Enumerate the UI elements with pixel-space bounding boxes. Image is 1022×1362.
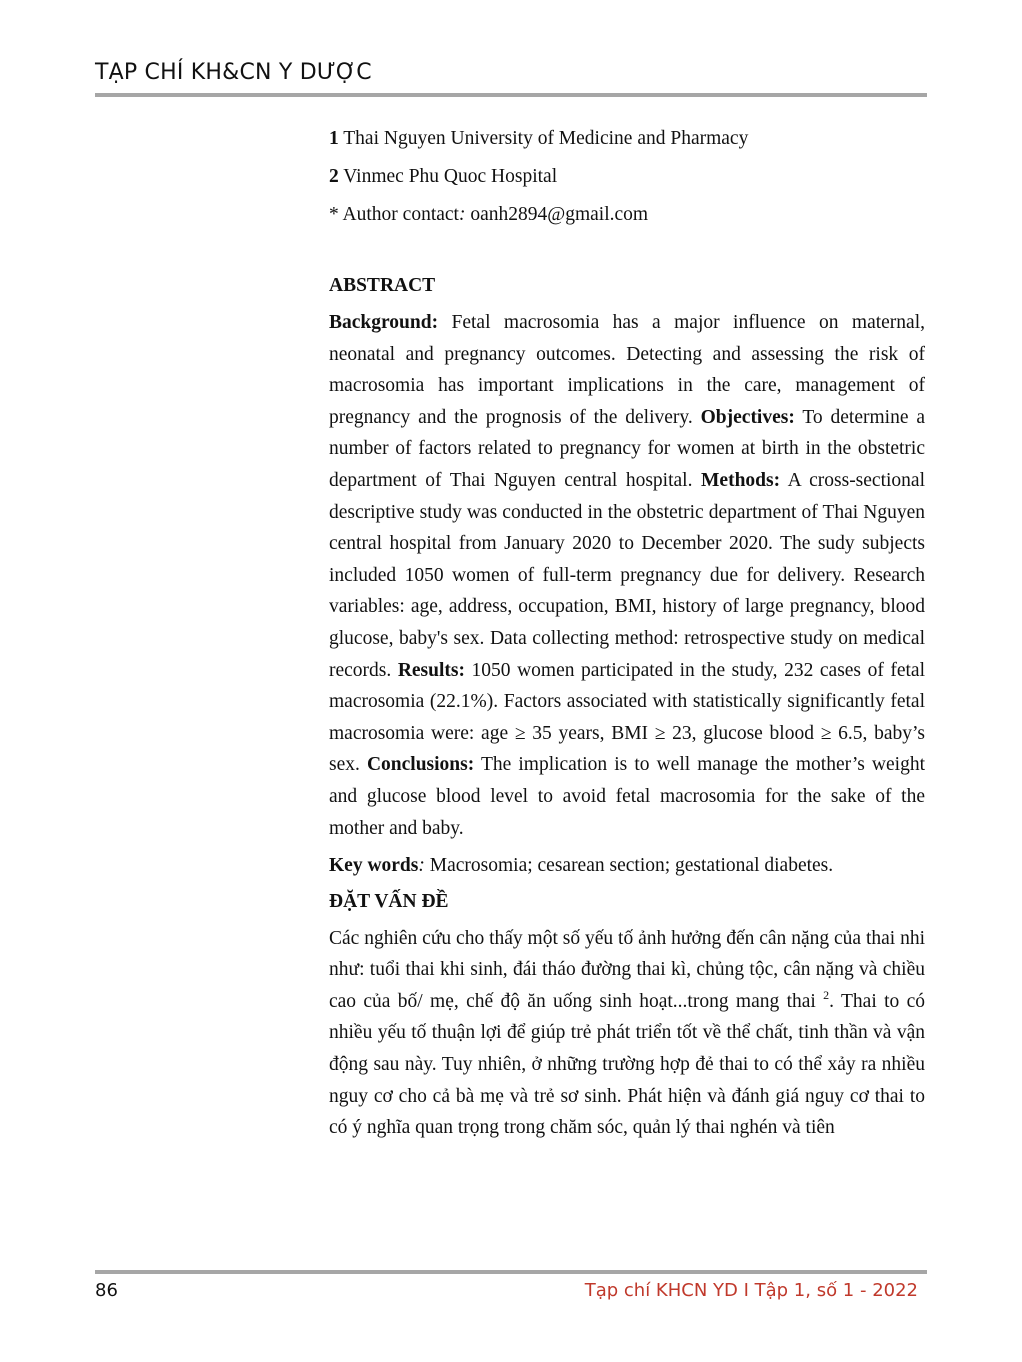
results-text: 1050 women participated in the study, 232 cases of fetal macrosomia (22.1%). Factors associated with statistically significantly fetal macrosomia were: age ≥ 35 years, BMI ≥ 23, glucose blood ≥ 6.5, baby’s sex. xyxy=(329,659,925,776)
section-paragraph xyxy=(329,923,925,1144)
section-text-after-ref: . Thai to có nhiều yếu tố thuận lợi để giúp trẻ phát triển tốt về thể chất, tinh thần và vận động sau này. Tuy nhiên, ở những trường hợp đẻ thai to có thể xảy ra nhiều nguy cơ cho cả bà mẹ và trẻ sơ sinh. Phát hiện và đánh giá nguy cơ thai to có ý nghĩa quan trọng trong chăm sóc, quản lý thai nghén và tiên xyxy=(329,990,925,1139)
keywords-line xyxy=(329,850,925,882)
contact-label: * Author contact xyxy=(329,204,459,225)
reference-superscript: 2 xyxy=(823,987,830,1002)
keywords-label: Key words xyxy=(329,855,419,877)
journal-header-title: TẠP CHÍ KH&CN Y DƯỢC xyxy=(95,60,372,85)
methods-label: Methods: xyxy=(701,469,781,491)
affiliation-number: 1 xyxy=(329,128,339,149)
background-text: Fetal macrosomia has a major influence on maternal, neonatal and pregnancy outcomes. Detecting and assessing the risk of macrosomia has important implications in the care, management of pregnancy and the prognosis of the delivery. xyxy=(329,312,925,428)
abstract-paragraph xyxy=(329,307,925,844)
header-divider xyxy=(95,93,927,97)
affiliations-block xyxy=(329,120,925,234)
page-number: 86 xyxy=(95,1280,118,1301)
conclusions-label: Conclusions: xyxy=(366,754,475,776)
keywords-colon: : xyxy=(418,855,425,877)
footer-journal-info: Tạp chí KHCN YD I Tập 1, số 1 - 2022 xyxy=(584,1280,918,1301)
affiliation-2 xyxy=(329,158,925,196)
affiliation-text: Thai Nguyen University of Medicine and Pharmacy xyxy=(338,128,749,149)
contact-colon: : xyxy=(458,204,466,225)
methods-text: A cross-sectional descriptive study was conducted in the obstetric department of Thai Nguyen central hospital from January 2020 to December 2020. The sudy subjects included 1050 women of full-term pregnancy due for delivery. Research variables: age, address, occupation, BMI, history of large pregnancy, blood glucose, baby's sex. Data collecting method: retrospective study on medical records. xyxy=(329,469,925,681)
keywords-text: Macrosomia; cesarean section; gestational diabetes. xyxy=(424,855,834,877)
objectives-label: Objectives: xyxy=(700,406,795,428)
background-label: Background: xyxy=(329,312,439,333)
abstract-section xyxy=(329,270,925,1144)
conclusions-text: The implication is to well manage the mother’s weight and glucose blood level to avoid fetal macrosomia for the sake of the mother and baby. xyxy=(329,754,925,839)
section-heading: ĐẶT VẤN ĐỀ xyxy=(329,890,449,912)
section-text-before-ref: Các nghiên cứu cho thấy một số yếu tố ảnh hưởng đến cân nặng của thai nhi như: tuổi thai khi sinh, đái tháo đường thai kì, chủng tộc, cân nặng và chiều cao của bố/ mẹ, chế độ ăn uống sinh hoạt...trong mang thai xyxy=(329,927,925,1012)
results-label: Results: xyxy=(397,659,465,681)
affiliation-1 xyxy=(329,120,925,158)
author-contact xyxy=(329,196,925,234)
footer-divider xyxy=(95,1270,927,1274)
objectives-text: To determine a number of factors related to pregnancy for women at birth in the obstetric department of Thai Nguyen central hospital. xyxy=(329,406,925,491)
contact-email: oanh2894@gmail.com xyxy=(465,204,649,225)
abstract-heading: ABSTRACT xyxy=(329,275,436,296)
affiliation-number: 2 xyxy=(329,166,339,187)
affiliation-text: Vinmec Phu Quoc Hospital xyxy=(338,166,558,187)
